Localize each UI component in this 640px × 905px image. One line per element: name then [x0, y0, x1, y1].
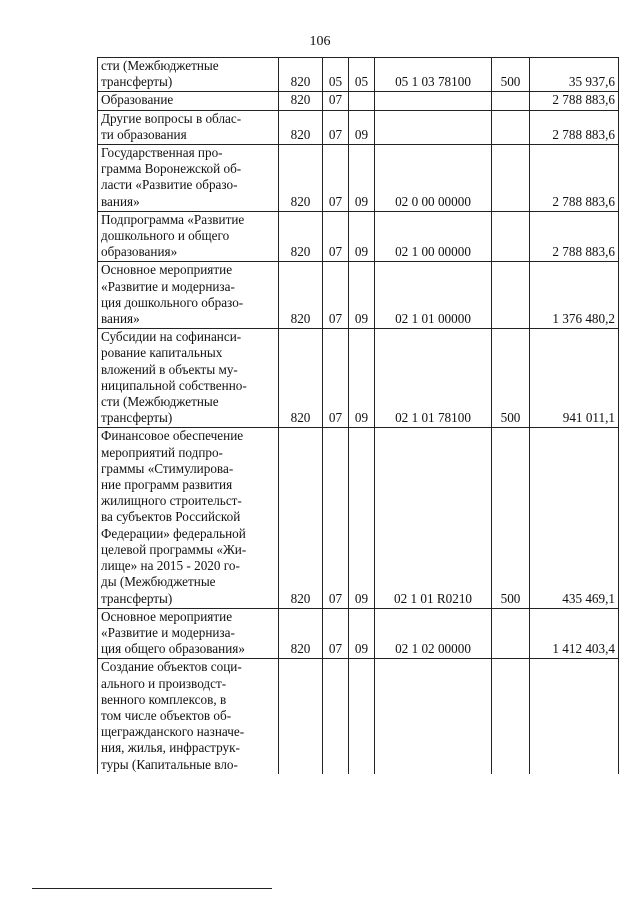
table-row [98, 58, 619, 92]
target-item-code-cell: 02 1 01 R0210 [375, 428, 492, 608]
table-row [98, 110, 619, 144]
item-name-text: Другие вопросы в облас- ти образования [101, 110, 242, 142]
target-item-code-cell [375, 110, 492, 144]
subsection-code-cell: 09 [349, 211, 375, 262]
expense-type-code-cell [492, 145, 530, 212]
table-row [98, 659, 619, 774]
section-code-cell: 07 [323, 211, 349, 262]
amount-cell: 941 011,1 [530, 329, 619, 428]
expense-type-code-cell: 500 [492, 58, 530, 92]
expense-type-code-cell: 500 [492, 329, 530, 428]
ministry-code-cell [279, 659, 323, 774]
item-name-cell [98, 608, 279, 659]
ministry-code-cell: 820 [279, 428, 323, 608]
item-name-cell [98, 428, 279, 608]
subsection-code-cell: 09 [349, 428, 375, 608]
item-name-text: Образование [101, 92, 174, 108]
section-code-cell: 05 [323, 58, 349, 92]
target-item-code-cell: 02 1 02 00000 [375, 608, 492, 659]
target-item-code-cell: 02 1 01 00000 [375, 262, 492, 329]
table-row [98, 145, 619, 212]
section-code-cell: 07 [323, 145, 349, 212]
target-item-code-cell: 05 1 03 78100 [375, 58, 492, 92]
item-name-cell [98, 58, 279, 92]
section-code-cell: 07 [323, 428, 349, 608]
item-name-text: Субсидии на софинанси- рование капитальных вложений в объекты му- ниципальной собственно- сти (Межбюджетные трансферты) [101, 329, 247, 426]
amount-cell: 2 788 883,6 [530, 92, 619, 110]
section-code-cell: 07 [323, 608, 349, 659]
item-name-cell [98, 659, 279, 774]
target-item-code-cell [375, 659, 492, 774]
section-code-cell [323, 659, 349, 774]
ministry-code-cell: 820 [279, 145, 323, 212]
section-code-cell: 07 [323, 329, 349, 428]
amount-cell: 435 469,1 [530, 428, 619, 608]
table-row [98, 608, 619, 659]
item-name-text: Государственная про- грамма Воронежской об- ласти «Развитие образо- вания» [101, 145, 242, 209]
amount-cell: 35 937,6 [530, 58, 619, 92]
subsection-code-cell: 09 [349, 329, 375, 428]
ministry-code-cell: 820 [279, 262, 323, 329]
subsection-code-cell: 09 [349, 262, 375, 329]
amount-cell: 1 412 403,4 [530, 608, 619, 659]
ministry-code-cell: 820 [279, 211, 323, 262]
subsection-code-cell: 09 [349, 608, 375, 659]
expense-type-code-cell [492, 110, 530, 144]
ministry-code-cell: 820 [279, 329, 323, 428]
ministry-code-cell: 820 [279, 110, 323, 144]
subsection-code-cell [349, 92, 375, 110]
target-item-code-cell [375, 92, 492, 110]
item-name-text: Подпрограмма «Развитие дошкольного и общего образования» [101, 211, 245, 260]
table-row [98, 428, 619, 608]
expense-type-code-cell [492, 659, 530, 774]
section-code-cell: 07 [323, 92, 349, 110]
amount-cell: 1 376 480,2 [530, 262, 619, 329]
section-code-cell: 07 [323, 110, 349, 144]
subsection-code-cell [349, 659, 375, 774]
item-name-text: Основное мероприятие «Развитие и модерниза- ция дошкольного образо- вания» [101, 262, 244, 327]
item-name-cell [98, 329, 279, 428]
table-row [98, 211, 619, 262]
subsection-code-cell: 09 [349, 110, 375, 144]
table-row [98, 262, 619, 329]
item-name-text: Создание объектов соци- ального и производст- венного комплексов, в том числе объектов об- щегражданского назначе- ния, жилья, инфраструк- туры (Капитальные вло- [101, 659, 245, 772]
table-row [98, 329, 619, 428]
budget-table-body [98, 58, 619, 774]
amount-cell: 2 788 883,6 [530, 145, 619, 212]
amount-cell: 2 788 883,6 [530, 211, 619, 262]
subsection-code-cell: 09 [349, 145, 375, 212]
amount-cell [530, 659, 619, 774]
footnote-separator [32, 888, 272, 889]
ministry-code-cell: 820 [279, 58, 323, 92]
item-name-text: сти (Межбюджетные трансферты) [101, 58, 219, 90]
item-name-text: Финансовое обеспечение мероприятий подпро- граммы «Стимулирова- ние программ развития жилищного строительст- ва субъектов Российской Федерации» федеральной целевой программы «Жи- лище» на 2015 - 2020 го- ды (Межбюджетные трансферты) [101, 428, 247, 606]
budget-table [97, 57, 619, 774]
page-number: 106 [309, 34, 331, 49]
item-name-cell [98, 110, 279, 144]
target-item-code-cell: 02 1 00 00000 [375, 211, 492, 262]
ministry-code-cell: 820 [279, 608, 323, 659]
item-name-cell [98, 92, 279, 110]
target-item-code-cell: 02 0 00 00000 [375, 145, 492, 212]
section-code-cell: 07 [323, 262, 349, 329]
expense-type-code-cell [492, 211, 530, 262]
expense-type-code-cell [492, 608, 530, 659]
expense-type-code-cell: 500 [492, 428, 530, 608]
expense-type-code-cell [492, 262, 530, 329]
item-name-cell [98, 145, 279, 212]
item-name-text: Основное мероприятие «Развитие и модерниза- ция общего образования» [101, 608, 245, 657]
subsection-code-cell: 05 [349, 58, 375, 92]
target-item-code-cell: 02 1 01 78100 [375, 329, 492, 428]
item-name-cell [98, 211, 279, 262]
expense-type-code-cell [492, 92, 530, 110]
ministry-code-cell: 820 [279, 92, 323, 110]
item-name-cell [98, 262, 279, 329]
amount-cell: 2 788 883,6 [530, 110, 619, 144]
table-row [98, 92, 619, 110]
